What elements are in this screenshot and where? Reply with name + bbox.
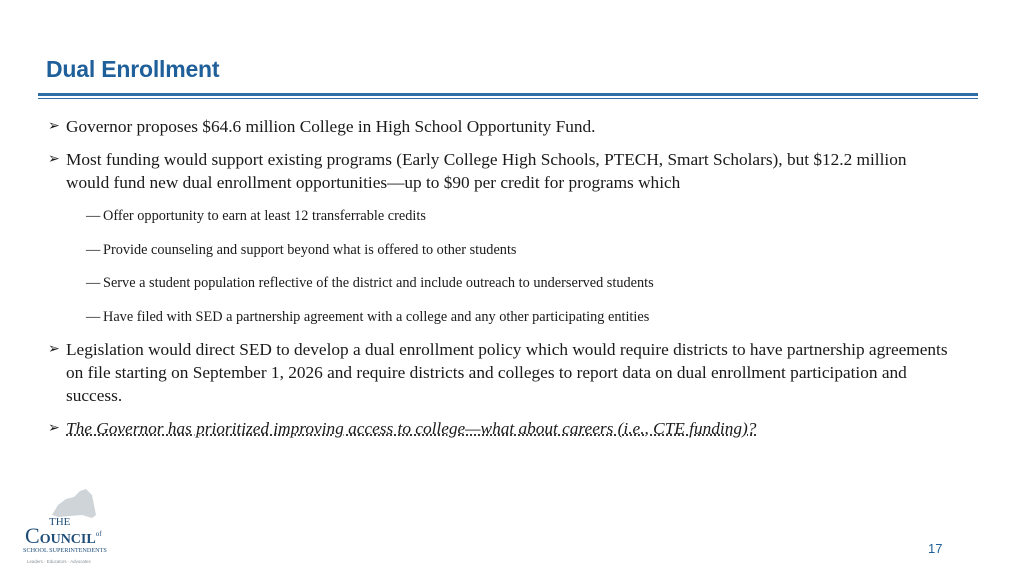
svg-text:COUNCILof: $COUNCIL^{of}$ <box>25 523 102 548</box>
bullet-text: Legislation would direct SED to develop a dual enrollment policy which would require districts to have partnership agreements on file starting on September 1, 2026 and require districts and colleges to report data on dual enrollment participation and success. <box>66 339 948 405</box>
sub-bullet-text: Have filed with SED a partnership agreement with a college and any other participating entities <box>103 308 650 325</box>
logo-council: OUNCIL <box>39 532 96 547</box>
bullet-item <box>48 115 953 138</box>
logo-tagline: Leaders · Educators · Advocates <box>27 559 91 564</box>
title-rule-thin <box>38 98 978 99</box>
slide-title: Dual Enrollment <box>46 56 220 82</box>
bullet-item <box>48 148 953 194</box>
arrowhead-bullet-icon: ➢ <box>48 152 60 167</box>
dash-bullet-icon: — <box>86 208 101 224</box>
title-rule-thick <box>38 93 978 96</box>
sub-bullet-text: Serve a student population reflective of the district and include outreach to underserved students <box>103 275 654 291</box>
logo-the: THE <box>49 516 71 528</box>
arrowhead-bullet-icon: ➢ <box>48 341 60 357</box>
sub-bullet-text: Offer opportunity to earn at least 12 transferrable credits <box>103 208 426 224</box>
dash-bullet-icon: — <box>86 275 101 291</box>
emphasis-bullet-text: The Governor has prioritized improving access to college—what about careers (i.e., CTE funding)? <box>66 418 757 438</box>
sub-bullet-item <box>48 241 953 259</box>
sub-bullet-text: Provide counseling and support beyond what is offered to other students <box>103 241 517 258</box>
logo-school-superintendents: SCHOOL SUPERINTENDENTS <box>23 547 107 554</box>
sub-bullet-item <box>48 308 953 326</box>
sub-bullet-item <box>48 274 953 292</box>
arrowhead-bullet-icon: ➢ <box>48 420 60 436</box>
bullet-text: Governor proposes $64.6 million College in High School Opportunity Fund. <box>66 117 596 136</box>
bullet-text: Most funding would support existing programs (Early College High Schools, PTECH, Smart Scholars), but $12.2 million would fund new dual enrollment opportunities—up to $90 per credit for programs which <box>66 150 907 192</box>
sub-bullet-item <box>48 207 953 225</box>
logo-of: of <box>95 530 102 538</box>
bullet-item <box>48 417 953 440</box>
bullet-item <box>48 338 953 407</box>
council-logo <box>22 485 122 567</box>
slide-content <box>48 115 953 450</box>
dash-bullet-icon: — <box>86 241 101 258</box>
state-outline-icon <box>52 489 96 518</box>
dash-bullet-icon: — <box>86 308 101 325</box>
page-number: 17 <box>928 541 943 556</box>
arrowhead-bullet-icon: ➢ <box>48 119 60 134</box>
